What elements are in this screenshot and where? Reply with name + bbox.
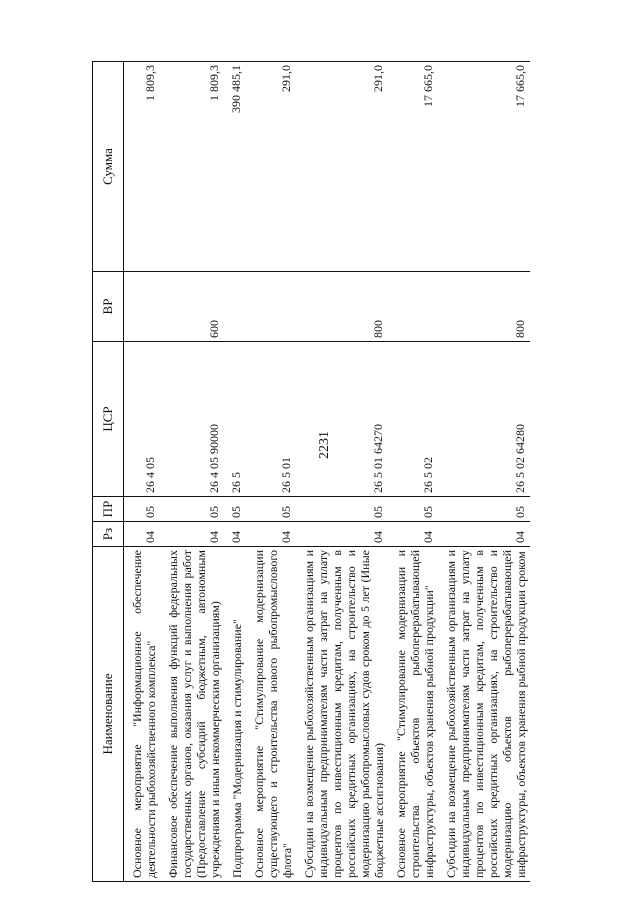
row-vr xyxy=(224,272,246,342)
budget-table-container xyxy=(92,62,597,882)
row-csr: 26 5 02 xyxy=(388,342,438,497)
row-sum: 291,0 xyxy=(296,62,388,272)
row-csr: 26 5 02 64280 xyxy=(438,342,530,497)
row-csr: 26 4 05 xyxy=(124,342,161,497)
row-vr: 600 xyxy=(160,272,224,342)
table-row xyxy=(160,62,224,882)
row-pr: 05 xyxy=(224,497,246,522)
row-rz: 04 xyxy=(160,522,224,547)
row-vr xyxy=(124,272,161,342)
row-name: Подпрограмма "Модернизация и стимулирование" xyxy=(224,547,246,882)
header-sum: Сумма xyxy=(93,62,124,272)
row-sum: 390 485,1 xyxy=(224,62,246,272)
row-sum: 1 809,3 xyxy=(124,62,161,272)
row-rz: 04 xyxy=(124,522,161,547)
row-sum: 17 665,0 xyxy=(438,62,530,272)
row-name: Субсидии на возмещение рыбохозяйственным организациям и индивидуальным предпринимателям части затрат на уплату процентов по инвестиционным кредитам, полученным в российских кредитных организациях, на строительство и модернизацию рыбопромысловых судов сроком до 5 лет (Иные бюджетные ассигнования) xyxy=(296,547,388,882)
row-rz: 04 xyxy=(388,522,438,547)
table-row xyxy=(124,62,161,882)
row-name: Основное мероприятие "Стимулирование модернизации существующего и строительства нового рыбопромыслового флота" xyxy=(246,547,296,882)
row-name: Основное мероприятие "Информационное обеспечение деятельности рыбохозяйственного комплекса" xyxy=(124,547,161,882)
table-row xyxy=(296,62,388,882)
row-csr: 26 5 xyxy=(224,342,246,497)
header-csr: ЦСР xyxy=(93,342,124,497)
row-rz: 04 xyxy=(224,522,246,547)
row-csr: 26 5 01 64270 xyxy=(296,342,388,497)
row-sum: 1 809,3 xyxy=(160,62,224,272)
table-row xyxy=(438,62,530,882)
header-vr: ВР xyxy=(93,272,124,342)
row-pr: 05 xyxy=(246,497,296,522)
table-row xyxy=(388,62,438,882)
table-row xyxy=(224,62,246,882)
row-sum: 291,0 xyxy=(246,62,296,272)
row-csr: 26 5 01 xyxy=(246,342,296,497)
header-name: Наименование xyxy=(93,547,124,882)
row-pr: 05 xyxy=(160,497,224,522)
table-header-row xyxy=(93,62,124,882)
budget-table xyxy=(92,61,530,882)
row-pr: 05 xyxy=(296,497,388,522)
row-vr: 800 xyxy=(296,272,388,342)
row-name: Субсидии на возмещение рыбохозяйственным организациям и индивидуальным предпринимателям части затрат на уплату процентов по инвестиционным кредитам, полученным в российских кредитных организациях, на строительство и модернизацию объектов рыбоперерабатывающей инфраструктуры, объектов хранения рыбной продукции сроком xyxy=(438,547,530,882)
page-number: 2231 xyxy=(317,431,332,459)
row-vr: 800 xyxy=(438,272,530,342)
table-row xyxy=(246,62,296,882)
row-pr: 05 xyxy=(438,497,530,522)
row-name: Финансовое обеспечение выполнения функций федеральных государственных органов, оказания услуг и выполнения работ (Предоставление субсидий бюджетным, автономным учреждениям и иным некоммерческим организациям) xyxy=(160,547,224,882)
row-pr: 05 xyxy=(388,497,438,522)
row-csr: 26 4 05 90000 xyxy=(160,342,224,497)
row-sum: 17 665,0 xyxy=(388,62,438,272)
row-rz: 04 xyxy=(296,522,388,547)
header-pr: ПР xyxy=(93,497,124,522)
row-rz: 04 xyxy=(438,522,530,547)
row-pr: 05 xyxy=(124,497,161,522)
row-vr xyxy=(246,272,296,342)
row-vr xyxy=(388,272,438,342)
row-name: Основное мероприятие "Стимулирование модернизации и строительства объектов рыбоперерабатывающей инфраструктуры, объектов хранения рыбной продукции" xyxy=(388,547,438,882)
header-rz: Рз xyxy=(93,522,124,547)
row-rz: 04 xyxy=(246,522,296,547)
